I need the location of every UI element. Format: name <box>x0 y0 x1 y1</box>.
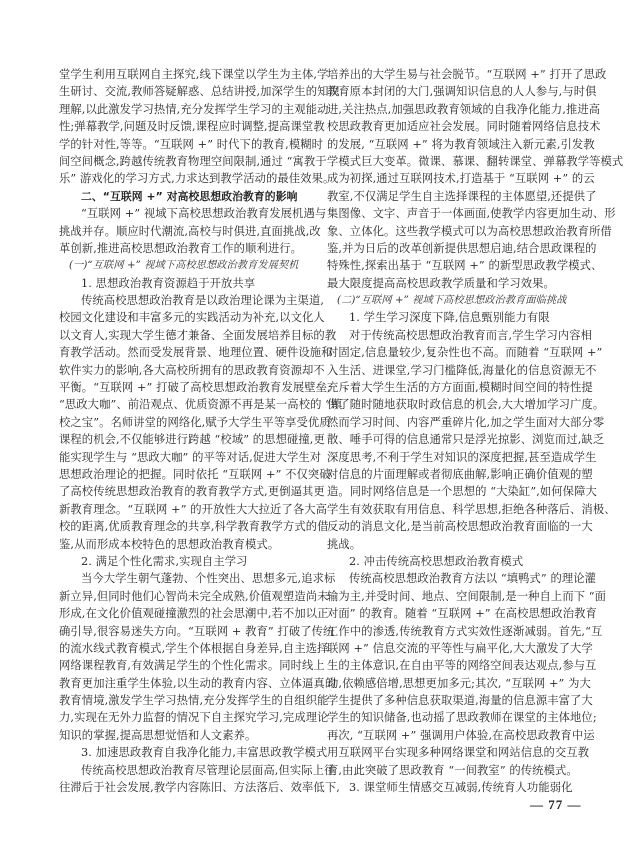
body-text-line: 用互联网平台实现多种网络课堂和网站信息的交互教 <box>327 746 590 760</box>
body-text-line: 对信息的片面理解或者彻底曲解,影响正确价值观的塑 <box>327 467 593 481</box>
body-text-line: 对面” 的教育。随着 “互联网 +” 在高校思想政治教育 <box>327 607 597 621</box>
body-text-line: 造。同时网络信息是一个思想的 “大染缸”,如何保障大 <box>327 485 597 499</box>
paragraph-end-line: 知识的掌握,提高思想觉悟和人文素养。 <box>59 728 257 742</box>
body-text-line: 形成,在文化价值观碰撞激烈的社会思潮中,若不加以正 <box>59 607 329 621</box>
numbered-heading: 1. 思想政治教育资源趋于开放共享 <box>81 276 256 290</box>
body-text-line: 鉴,并为日后的改革创新提供思想启迪,结合思政课程的 <box>327 241 597 255</box>
body-text-line: 学生的知识储备,也动摇了思政教师在课堂的主体地位; <box>327 711 597 725</box>
right-column <box>327 66 624 796</box>
body-text-line: 挑战并存。顺应时代潮流,高校与时俱进,直面挑战,改 <box>59 224 321 238</box>
paragraph-start-line: 对于传统高校思想政治教育而言,学生学习内容相 <box>349 328 593 342</box>
body-text-line: 平衡。“互联网 +” 打破了高校思想政治教育发展壁垒, <box>59 381 331 395</box>
body-text-line: 对固定,信息量较少,复杂性也不高。而随着 “互联网 +” <box>327 346 603 360</box>
body-text-line: 再次, “互联网 +” 强调用户体验,在高校思政教育中运 <box>327 728 595 742</box>
subsection-heading: (一)“互联网 +” 视域下高校思想政治教育发展契机 <box>69 260 299 272</box>
body-text-line: 学生提供了多种信息获取渠道,海量的信息源丰富了大 <box>327 694 593 708</box>
body-text-line: 育教学活动。然而受发展背景、地理位置、硬件设施和 <box>59 346 333 360</box>
body-text-line: 校思政教育更加适应社会发展。同时随着网络信息技术 <box>327 120 601 134</box>
body-text-line: 学的针对性,等等。“互联网 +” 时代下的教育,模糊时 <box>59 137 324 151</box>
body-text-line: 特殊性,探索出基于 “互联网 +” 的新型思政教学模式、 <box>327 259 603 273</box>
body-text-line: 课程的机会,不仅能够进行跨越 “校域” 的思想碰撞,更 <box>59 433 325 447</box>
paragraph-start-line: 当今大学生朝气蓬勃、个性突出、思想多元,追求标 <box>81 572 336 586</box>
body-text-line: 反动的消息文化,是当前高校思想政治教育面临的一大 <box>327 520 593 534</box>
body-text-line: 理解,以此激发学习热情,充分发挥学生学习的主观能动 <box>59 102 329 116</box>
subsection-heading: (二)“互联网 +” 视域下高校思想政治教育面临挑战 <box>337 295 567 307</box>
body-text-line: 充斥着大学生生活的方方面面,模糊时间空间的特性提 <box>327 381 593 395</box>
paragraph-start-line: 传统高校思想政治教育方法以 “填鸭式” 的理论灌 <box>349 572 597 586</box>
paragraph-end-line: 乐” 游戏化的学习方式,力求达到教学活动的最佳效果。 <box>59 172 335 186</box>
body-text-line: 象、立体化。这些教学模式可以为高校思想政治教育所借 <box>327 224 612 238</box>
body-text-line: 的流水线式教育模式,学生个体根据自身差异,自主选择 <box>59 641 329 655</box>
body-text-line: 确引导,很容易迷失方向。“互联网 + 教育” 打破了传统 <box>59 624 335 638</box>
body-text-line: 校的距离,优质教育理念的共享,科学教育教学方式的借 <box>59 520 329 534</box>
page-number: — 77 — <box>530 797 582 812</box>
body-text-line: 堂学生利用互联网自主探究,线下课堂以学生为主体,学 <box>59 68 329 81</box>
body-text-line: 性;弹幕教学,问题及时反馈,课程应时调整,提高课堂教 <box>59 120 325 134</box>
body-text-line: 培养出的大学生易与社会脱节。“互联网 +” 打开了思政 <box>327 68 607 81</box>
body-text-line: 成为初探,通过互联网技术,打造基于 “互联网 +” 的云 <box>327 172 595 186</box>
body-text-line: 间空间概念,跨越传统教育物理空间限制,通过 “寓教于 <box>59 154 327 168</box>
body-text-line: 然而学习时间、内容严重碎片化,加之学生面对大部分零 <box>327 415 605 429</box>
numbered-heading: 2. 冲击传统高校思想政治教育模式 <box>349 554 524 568</box>
body-text-line: 的发展, “互联网 +” 将为教育领域注入新元素,引发教 <box>327 137 595 151</box>
body-text-line: 生的主体意识,在自由平等的网络空间表达观点,参与互 <box>327 659 597 673</box>
body-text-line: 联网 +” 信息交流的平等性与扁平化,大大激发了大学 <box>327 641 593 655</box>
body-text-line: 深度思考,不利于学生对知识的深度把握,甚至造成学生 <box>327 450 597 464</box>
body-text-line: 网络课程教育,有效满足学生的个性化需求。同时线上 <box>59 659 325 673</box>
numbered-heading: 3. 课堂师生情感交互减弱,传统育人功能弱化 <box>349 781 573 795</box>
body-text-line: 学生有效获取有用信息、科学思想,拒绝各种落后、消极、 <box>327 502 616 516</box>
body-text-line: 往滞后于社会发展,教学内容陈旧、方法落后、效率低下, <box>59 781 340 795</box>
body-text-line: 校之宝”。名师讲堂的网络化,赋予大学生平等享受优质 <box>59 415 331 429</box>
body-text-line: “思政大咖”、前沿观点、优质资源不再是某一高校的 “镇 <box>59 398 343 412</box>
body-text-line: 软件实力的影响,各大高校所拥有的思政教育资源却不 <box>59 363 325 377</box>
body-text-line: 进,关注热点,加强思政教育领域的自我净化能力,推进高 <box>327 102 601 116</box>
body-text-line: 输为主,并受时间、地点、空间限制,是一种自上而下 “面 <box>327 589 607 603</box>
paragraph-end-line: 鉴,从而形成本校特色的思想政治教育模式。 <box>59 537 280 551</box>
body-text-line: 工作中的渗透,传统教育方式实效性逐渐减弱。首先,“互 <box>327 624 603 638</box>
body-text-line: 新立异,但同时他们心智尚未完全成熟,价值观塑造尚未 <box>59 589 329 603</box>
body-text-line: 供了随时随地获取时政信息的机会,大大增加学习广度。 <box>327 398 605 412</box>
numbered-heading: 2. 满足个性化需求,实现自主学习 <box>81 554 248 568</box>
body-text-line: 教育情境,激发学生学习热情,充分发挥学生的自组织能 <box>59 694 329 708</box>
paragraph-end-line: 育,由此突破了思政教育 “一间教室” 的传统模式。 <box>327 763 578 777</box>
body-text-line: 教育原本封闭的大门,强调知识信息的人人参与,与时俱 <box>327 85 597 99</box>
body-text-line: 动,依赖感倍增,思想更加多元;其次, “互联网 +” 为大 <box>327 676 591 690</box>
section-heading: 二、“互联网 +” 对高校思想政治教育的影响 <box>81 189 298 203</box>
left-column <box>59 66 343 796</box>
body-text-line: 教室,不仅满足学生自主选择课程的主体愿望,还提供了 <box>327 189 597 203</box>
paragraph-end-line: 挑战。 <box>327 537 362 551</box>
body-text-line: 入生活、进课堂,学习门槛降低,海量化的信息资源无不 <box>327 363 597 377</box>
body-text-line: 思想政治理论的把握。同时依托 “互联网 +” 不仅突破 <box>59 467 331 481</box>
body-text-line: 能实现学生与 “思政大咖” 的平等对话,促进大学生对 <box>59 450 322 464</box>
body-text-line: 生研讨、交流,教师答疑解惑、总结讲授,加深学生的知识 <box>59 85 340 99</box>
paragraph-end-line: 革创新,推进高校思想政治教育工作的顺利进行。 <box>59 241 303 255</box>
body-text-line: 学模式巨大变革。微课、慕课、翻转课堂、弹幕教学等模式 <box>327 154 624 168</box>
body-text-line: 力,实现在无外力监督的情况下自主探究学习,完成理论 <box>59 711 329 725</box>
body-text-line: 新教育理念。“互联网 +” 的开放性大大拉近了各大高 <box>59 502 328 516</box>
body-text-line: 集图像、文字、声音于一体画面,使教学内容更加生动、形 <box>327 207 616 221</box>
paragraph-end-line: 最大限度提高高校思政教学质量和学习效果。 <box>327 276 555 290</box>
paragraph-start-line: “互联网 +” 视域下高校思想政治教育发展机遇与 <box>81 207 327 221</box>
body-text-line: 以文育人,实现大学生德才兼备、全面发展培养目标的教 <box>59 328 337 342</box>
paragraph-start-line: 传统高校思想政治教育是以政治理论课为主渠道, <box>81 294 325 308</box>
body-text-line: 散、唾手可得的信息通常只是浮光掠影、浏览而过,缺乏 <box>327 433 605 447</box>
body-text-line: 教育更加注重学生体验,以生动的教育内容、立体逼真的 <box>59 676 337 690</box>
body-text-line: 校园文化建设和丰富多元的实践活动为补充,以文化人 <box>59 311 325 325</box>
body-text-line: 了高校传统思想政治教育的教育教学方式,更倒逼其更 <box>59 485 325 499</box>
numbered-heading: 1. 学生学习深度下降,信息甄别能力有限 <box>349 311 550 325</box>
numbered-heading: 3. 加速思政教育自我净化能力,丰富思政教学模式 <box>81 746 328 760</box>
paragraph-start-line: 传统高校思想政治教育尽管理论层面高,但实际上往 <box>81 763 336 777</box>
